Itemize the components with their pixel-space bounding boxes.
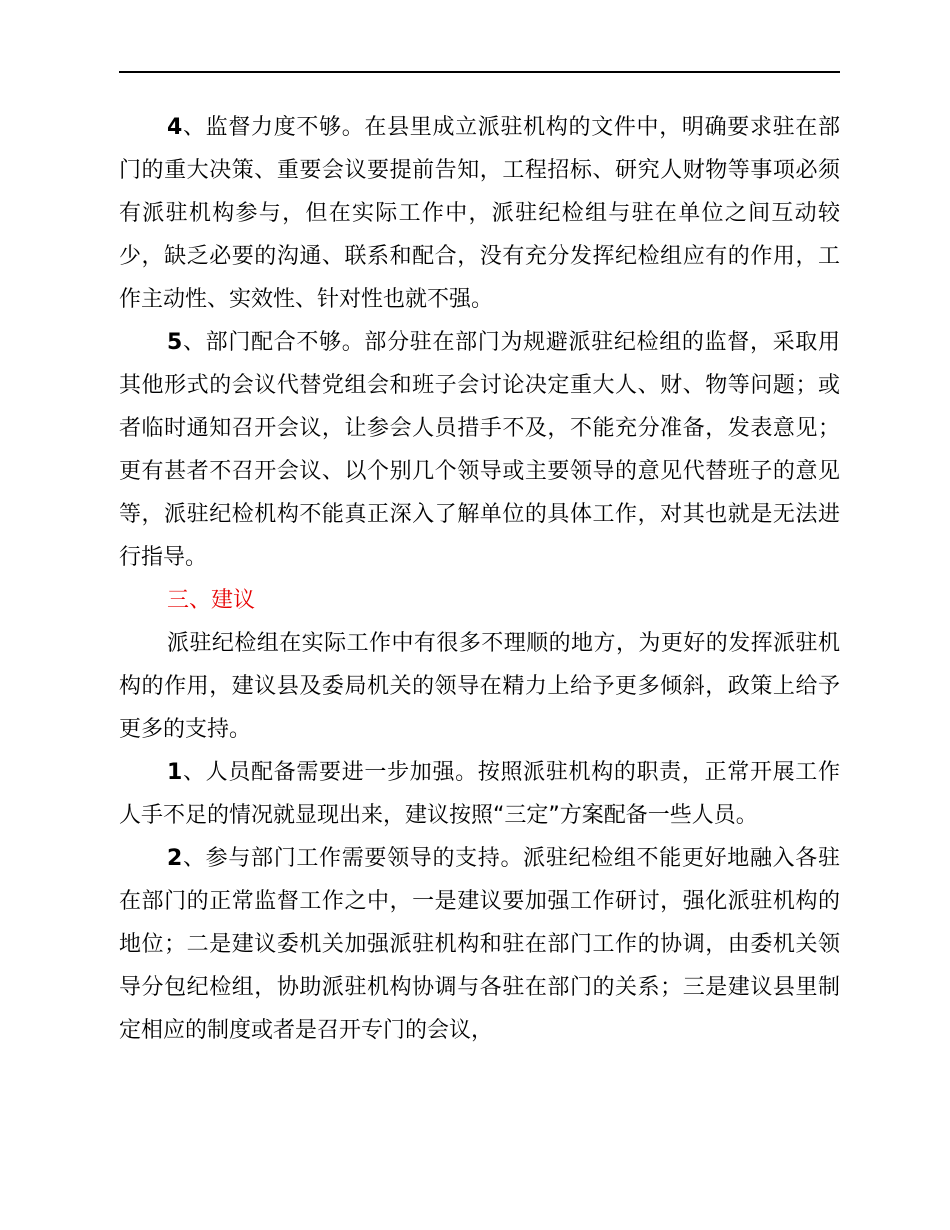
paragraph-1 [119,751,840,837]
paragraph-number: 4 [167,115,183,140]
paragraph-intro [119,622,840,751]
document-body [119,106,840,1052]
paragraph-text: 派驻纪检组在实际工作中有很多不理顺的地方，为更好的发挥派驻机构的作用，建议县及委局机关的领导在精力上给予更多倾斜，政策上给予更多的支持。 [119,631,840,742]
paragraph-text: 、人员配备需要进一步加强。按照派驻机构的职责，正常开展工作人手不足的情况就显现出来，建议按照“三定”方案配备一些人员。 [119,760,840,828]
paragraph-number: 2 [167,846,183,871]
paragraph-number: 5 [167,330,183,355]
paragraph-number: 1 [167,760,183,785]
paragraph-5 [119,321,840,579]
paragraph-text: 、监督力度不够。在县里成立派驻机构的文件中，明确要求驻在部门的重大决策、重要会议要提前告知，工程招标、研究人财物等事项必须有派驻机构参与，但在实际工作中，派驻纪检组与驻在单位之间互动较少，缺乏必要的沟通、联系和配合，没有充分发挥纪检组应有的作用，工作主动性、实效性、针对性也就不强。 [119,115,840,312]
header-rule [119,71,840,73]
paragraph-text: 、参与部门工作需要领导的支持。派驻纪检组不能更好地融入各驻在部门的正常监督工作之中，一是建议要加强工作研讨，强化派驻机构的地位；二是建议委机关加强派驻机构和驻在部门工作的协调，由委机关领导分包纪检组，协助派驻机构协调与各驻在部门的关系；三是建议县里制定相应的制度或者是召开专门的会议， [119,846,840,1043]
paragraph-text: 、部门配合不够。部分驻在部门为规避派驻纪检组的监督，采取用其他形式的会议代替党组会和班子会讨论决定重大人、财、物等问题；或者临时通知召开会议，让参会人员措手不及，不能充分准备，发表意见；更有甚者不召开会议、以个别几个领导或主要领导的意见代替班子的意见等，派驻纪检机构不能真正深入了解单位的具体工作，对其也就是无法进行指导。 [119,330,840,570]
section-heading-suggestions: 三、建议 [167,588,256,613]
paragraph-2 [119,837,840,1052]
paragraph-4 [119,106,840,321]
